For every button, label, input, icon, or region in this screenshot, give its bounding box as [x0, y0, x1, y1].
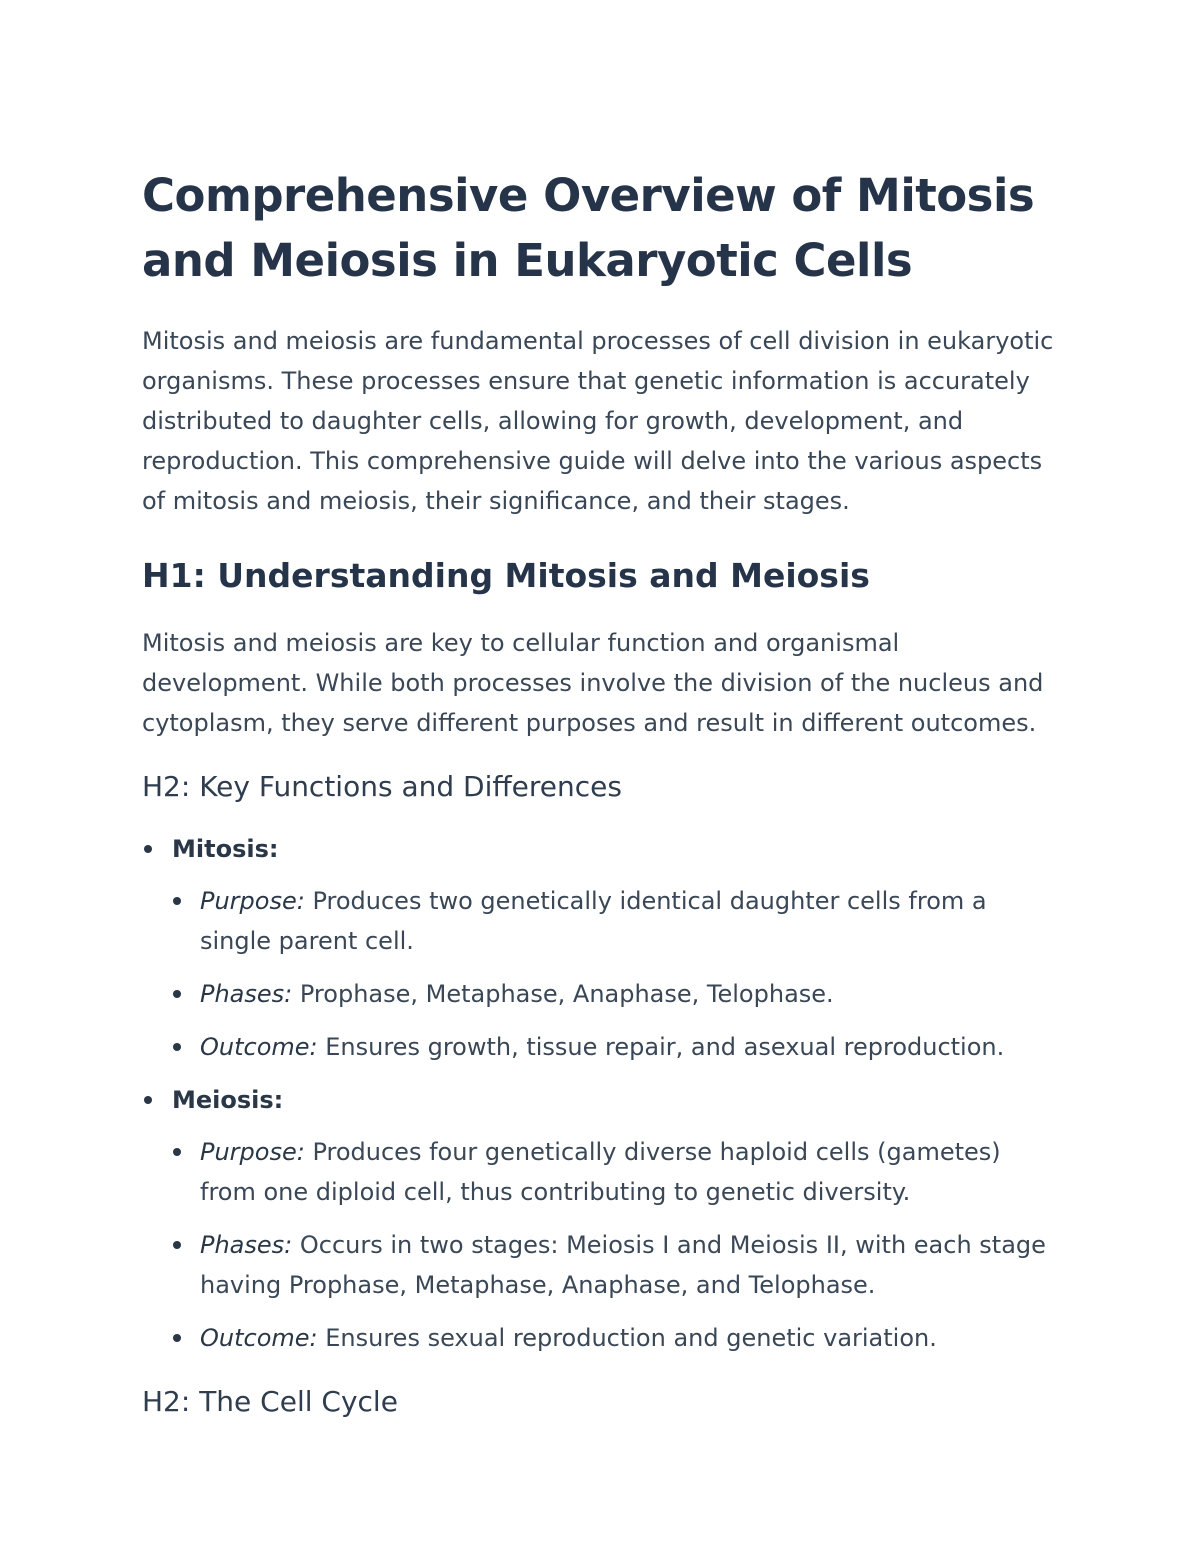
bullet-icon [173, 897, 181, 905]
detail-term: Outcome: [200, 1033, 318, 1061]
list-item-meiosis-phases [172, 1225, 1060, 1305]
section-heading-key-functions: H2: Key Functions and Differences [142, 770, 622, 803]
bullet-icon [173, 990, 181, 998]
list-item-mitosis-purpose [172, 881, 1060, 961]
list-item-meiosis [142, 1080, 1060, 1358]
list-item-mitosis [142, 829, 1060, 1067]
meiosis-details-list [172, 1132, 1060, 1358]
section-paragraph-understanding: Mitosis and meiosis are key to cellular function and organismal development. While both processes involve the division of the nucleus and cytoplasm, they serve different purposes and result in different outcomes. [142, 629, 1044, 737]
list-item-meiosis-outcome [172, 1318, 1060, 1358]
detail-text: Produces two genetically identical daughter cells from a single parent cell. [200, 887, 987, 955]
bullet-icon [173, 1148, 181, 1156]
detail-term: Purpose: [200, 887, 305, 915]
detail-text: Produces four genetically diverse haploid cells (gametes) from one diploid cell, thus contributing to genetic diversity. [200, 1138, 1001, 1206]
detail-text: Ensures sexual reproduction and genetic variation. [317, 1324, 937, 1352]
list-item-meiosis-purpose [172, 1132, 1060, 1212]
mitosis-details-list [172, 881, 1060, 1067]
detail-term: Purpose: [200, 1138, 305, 1166]
bullet-icon [173, 1241, 181, 1249]
detail-term: Outcome: [200, 1324, 318, 1352]
intro-paragraph: Mitosis and meiosis are fundamental processes of cell division in eukaryotic organisms. These processes ensure that genetic information is accurately distributed to daughter cells, allowing for growth, development, and reproduction. This comprehensive guide will delve into the various aspects of mitosis and meiosis, their significance, and their stages. [142, 327, 1054, 515]
detail-text: Occurs in two stages: Meiosis I and Meiosis II, with each stage having Prophase, Metaphase, Anaphase, and Telophase. [200, 1231, 1046, 1299]
section-heading-understanding: H1: Understanding Mitosis and Meiosis [142, 556, 870, 595]
detail-term: Phases: [200, 1231, 293, 1259]
section-heading-cell-cycle: H2: The Cell Cycle [142, 1385, 398, 1418]
list-item-label: Meiosis: [172, 1086, 284, 1114]
list-item-label: Mitosis: [172, 835, 279, 863]
list-item-mitosis-phases [172, 974, 1060, 1014]
bullet-icon [173, 1334, 181, 1342]
bullet-icon [144, 845, 152, 853]
bullet-icon [144, 1096, 152, 1104]
bullet-icon [173, 1043, 181, 1051]
detail-text: Prophase, Metaphase, Anaphase, Telophase. [292, 980, 834, 1008]
detail-text: Ensures growth, tissue repair, and asexual reproduction. [317, 1033, 1005, 1061]
list-item-mitosis-outcome [172, 1027, 1060, 1067]
process-list [142, 829, 1060, 1358]
page-title: Comprehensive Overview of Mitosis and Meiosis in Eukaryotic Cells [142, 169, 1035, 287]
detail-term: Phases: [200, 980, 293, 1008]
